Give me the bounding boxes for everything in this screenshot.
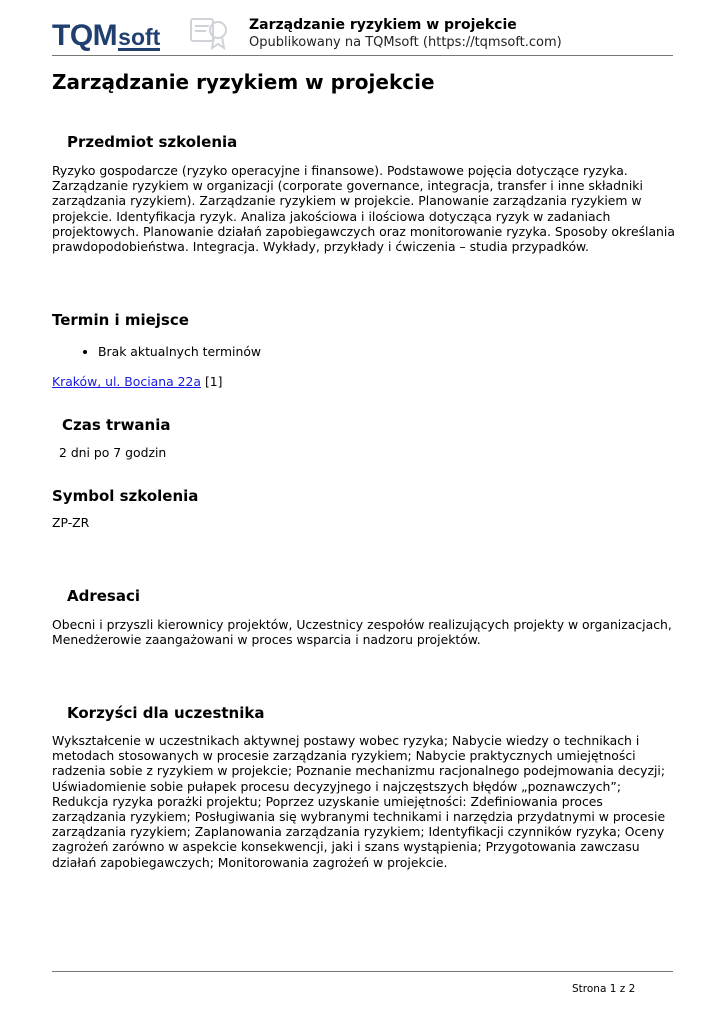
logo-soft-text: soft (118, 24, 161, 50)
footer-divider (52, 971, 673, 972)
location-ref: [1] (204, 374, 223, 389)
section-text-audience: Obecni i przyszli kierownicy projektów, Uczestnicy zespołów realizujących projekty w organizacjach, Menedżerowie zaangażowani w proces wsparcia i nadzoru projektów. (52, 617, 672, 648)
page-title: Zarządzanie ryzykiem w projekcie (52, 70, 435, 94)
header-title: Zarządzanie ryzykiem w projekcie (249, 17, 517, 33)
section-heading-dates: Termin i miejsce (52, 311, 189, 329)
page-number: Strona 1 z 2 (572, 983, 636, 995)
tqmsoft-logo (52, 17, 160, 51)
symbol-text: ZP-ZR (52, 515, 90, 530)
section-heading-audience: Adresaci (67, 587, 141, 605)
section-heading-duration: Czas trwania (62, 416, 171, 434)
section-heading-symbol: Symbol szkolenia (52, 487, 199, 505)
section-heading-subject: Przedmiot szkolenia (67, 133, 238, 151)
dates-list (52, 344, 261, 360)
header-divider (52, 55, 673, 56)
list-item: • Brak aktualnych terminów (98, 344, 261, 360)
section-text-benefits: Wykształcenie w uczestnikach aktywnej postawy wobec ryzyka; Nabycie wiedzy o technikach i metodach stosowanych w procesie zarządzania ryzykiem; Nabycie praktycznych umiejętności radzenia sobie z ryzykiem w projekcie; Poznanie mechanizmu racjonalnego podejmowania decyzji; Uświadomienie sobie pułapek procesu decyzyjnego i najczęstszych błędów „poznawczych”; Redukcja ryzyka porażki projektu; Poprzez uzyskanie umiejętności: Zdefiniowania proces zarządzania ryzykiem; Posługiwania się wybranymi technikami i narzędzia przydatnymi w procesie zarządzania ryzykiem; Zaplanowania zarządzania ryzykiem; Identyfikacji czynników ryzyka; Oceny zagrożeń zarówno w aspekcie konsekwencji, jaki i szans wystąpienia; Przygotowania zawczasu działań zapobiegawczych; Monitorowania zagrożeń w projekcie. (52, 733, 666, 870)
location-line (52, 374, 223, 390)
logo-tqm-text: TQM (52, 19, 118, 52)
certificate-icon (190, 16, 228, 50)
duration-text: 2 dni po 7 godzin (59, 445, 167, 460)
header-published: Opublikowany na TQMsoft (https://tqmsoft.com) (249, 35, 562, 50)
section-text-subject: Ryzyko gospodarcze (ryzyko operacyjne i finansowe). Podstawowe pojęcia dotyczące ryzyka. Zarządzanie ryzykiem w organizacji (corporate governance, integracja, transfer i inne składniki zarządzania ryzykiem). Zarządzanie ryzykiem w projekcie. Planowanie zarządzania ryzykiem w projekcie. Identyfikacja ryzyk. Analiza jakościowa i ilościowa dotycząca ryzyk w zadaniach projektowych. Planowanie działań zapobiegawczych oraz monitorowanie ryzyka. Sposoby określania prawdopodobieństwa. Integracja. Wykłady, przykłady i ćwiczenia – studia przypadków. (52, 163, 675, 255)
location-link[interactable]: Kraków, ul. Bociana 22a (52, 374, 201, 389)
section-heading-benefits: Korzyści dla uczestnika (67, 704, 265, 722)
page-header (52, 14, 672, 54)
